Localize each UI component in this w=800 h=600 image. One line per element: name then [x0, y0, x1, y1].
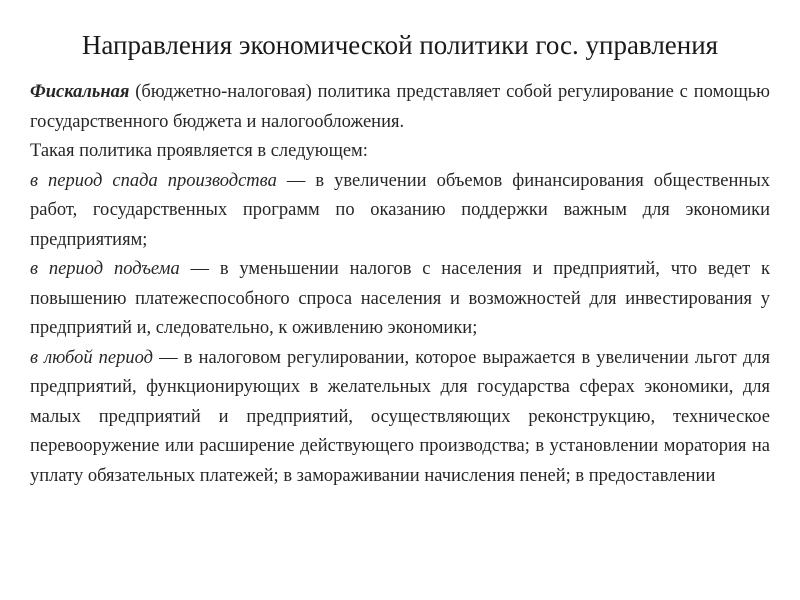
paragraph-intro-text: (бюджетно-налоговая) политика представляет собой регулирование с помощью государственного бюджета и налогообложения. [30, 82, 770, 132]
slide-body [30, 78, 770, 491]
paragraph-any-text: — в налоговом регулировании, которое выражается в увеличении льгот для предприятий, функционирующих в желательных для государства сферах экономики, для малых предприятий и предприятий, осуществляющих реконструкцию, техническое перевооружение или расширение действующего производства; в установлении моратория на уплату обязательных платежей; в замораживании начисления пеней; в предоставлении [30, 347, 770, 486]
paragraph-lead: Такая политика проявляется в следующем: [30, 141, 368, 161]
term-recession: в период спада производства [30, 170, 277, 191]
term-any-period: в любой период [30, 347, 154, 368]
slide-title: Направления экономической политики гос. управления [81, 30, 719, 60]
paragraph-growth-text: — в уменьшении налогов с населения и предприятий, что ведет к повышению платежеспособного спроса населения и возможностей для инвестирования у предприятий и, следовательно, к оживлению экономики; [30, 259, 771, 338]
paragraph-recession [30, 167, 770, 256]
paragraph-recession-text: — в увеличении объемов финансирования общественных работ, государственных программ по оказанию поддержки важным для экономики предприятиям; [30, 170, 770, 250]
paragraph-growth [30, 255, 770, 344]
term-growth: в период подъема [30, 259, 180, 279]
paragraph-any [30, 344, 770, 492]
paragraph-intro [30, 78, 770, 137]
term-fiscal: Фискальная [30, 82, 130, 102]
